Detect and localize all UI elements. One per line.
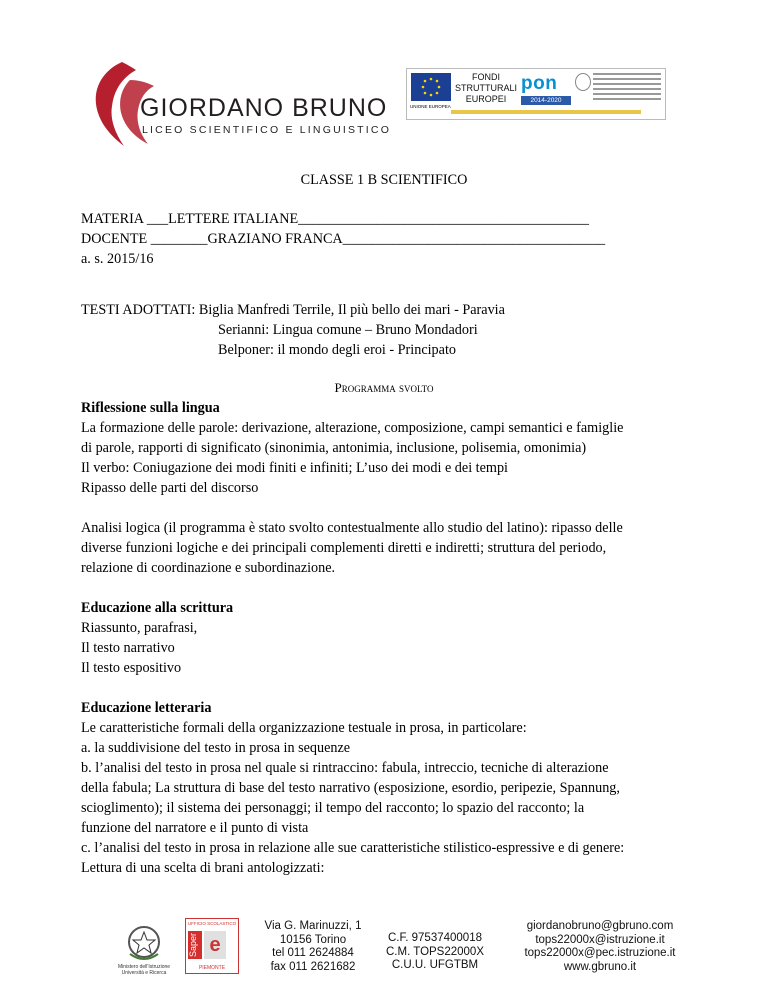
testi-adottati-3: Belponer: il mondo degli eroi - Principato xyxy=(218,342,456,358)
paragraph-line: La formazione delle parole: derivazione, alterazione, composizione, campi semantici e famiglie xyxy=(81,420,624,436)
pon-logo: pon xyxy=(521,73,558,94)
paragraph-line: Il verbo: Coniugazione dei modi finiti e infiniti; L’uso dei modi e dei tempi xyxy=(81,460,508,476)
email-link[interactable]: giordanobruno@gbruno.com xyxy=(526,920,674,932)
paragraph-line: della fabula; La struttura di base del testo narrativo (esposizione, esordio, peripezie, Spannung, xyxy=(81,780,620,796)
eu-label: UNIONE EUROPEA xyxy=(410,104,451,109)
testi-adottati-1: TESTI ADOTTATI: Biglia Manfredi Terrile, Il più bello dei mari - Paravia xyxy=(81,302,505,318)
testi-adottati-2: Serianni: Lingua comune – Bruno Mondadori xyxy=(218,322,478,338)
ministry-label: Ministero dell'Istruzione Università e Ricerca xyxy=(117,964,171,976)
ministry-text-block xyxy=(593,73,661,103)
paragraph-line: a. la suddivisione del testo in prosa in sequenze xyxy=(81,740,351,756)
paragraph-line: Lettura di una scelta di brani antologizzati: xyxy=(81,860,325,876)
section-title: Riflessione sulla lingua xyxy=(81,400,220,416)
school-codes: C.F. 97537400018 C.M. TOPS22000X C.U.U. UFGTBM xyxy=(385,932,484,971)
logo-title: GIORDANO BRUNO xyxy=(140,94,388,122)
republic-emblem-icon xyxy=(575,73,591,91)
section-title: Educazione alla scrittura xyxy=(81,600,234,616)
school-contacts xyxy=(500,920,700,974)
paragraph-line: diverse funzioni logiche e dei principali complementi diretti e indiretti; struttura del periodo, xyxy=(81,540,607,556)
email-link[interactable]: tops22000x@istruzione.it xyxy=(535,933,665,946)
paragraph-line: Analisi logica (il programma è stato svolto contestualmente allo studio del latino): ripasso delle xyxy=(81,520,623,536)
school-address: Via G. Marinuzzi, 1 10156 Torino tel 011 2624884 fax 011 2621682 xyxy=(264,920,362,973)
pec-email-link[interactable]: tops22000x@pec.istruzione.it xyxy=(524,947,676,959)
paragraph-line: relazione di coordinazione e subordinazione. xyxy=(81,560,336,576)
eu-flag-icon xyxy=(411,73,451,101)
paragraph-line: Riassunto, parafrasi, xyxy=(81,620,198,636)
pon-banner xyxy=(406,68,666,120)
paragraph-line: di parole, rapporti di significato (sinonimia, antonimia, inclusione, polisemia, omonimia) xyxy=(81,440,587,456)
italian-republic-emblem-icon xyxy=(124,924,164,962)
paragraph-line: Ripasso delle parti del discorso xyxy=(81,480,259,496)
programma-title: Programma svolto xyxy=(334,380,434,395)
logo-subtitle: LICEO SCIENTIFICO E LINGUISTICO xyxy=(142,124,392,136)
saper-logo: UFFICIO SCOLASTICO Saper e PIEMONTE xyxy=(185,918,239,974)
docente-line: DOCENTE ________GRAZIANO FRANCA_____________________________________ xyxy=(81,231,606,247)
website-link[interactable]: www.gbruno.it xyxy=(563,960,637,973)
paragraph-line: b. l’analisi del testo in prosa nel quale si rintraccino: fabula, intreccio, tecniche di alterazione xyxy=(81,760,609,776)
pon-years: 2014-2020 xyxy=(521,96,571,105)
section-title: Educazione letteraria xyxy=(81,700,212,716)
anno-scolastico: a. s. 2015/16 xyxy=(81,251,154,267)
banner-strip xyxy=(451,110,641,114)
class-title: CLASSE 1 B SCIENTIFICO xyxy=(300,172,468,188)
fondi-strutturali-label: FONDI STRUTTURALI EUROPEI xyxy=(455,72,518,104)
materia-line: MATERIA ___LETTERE ITALIANE_________________________________________ xyxy=(81,211,589,227)
paragraph-line: scioglimento); il sistema dei personaggi; il tempo del racconto; lo spazio del racconto; la xyxy=(81,800,585,816)
paragraph-line: Il testo narrativo xyxy=(81,640,175,656)
paragraph-line: c. l’analisi del testo in prosa in relazione alle sue caratteristiche stilistico-espressive e di genere: xyxy=(81,840,625,856)
paragraph-line: Il testo espositivo xyxy=(81,660,182,676)
paragraph-line: Le caratteristiche formali della organizzazione testuale in prosa, in particolare: xyxy=(81,720,527,736)
paragraph-line: funzione del narratore e il punto di vista xyxy=(81,820,309,836)
